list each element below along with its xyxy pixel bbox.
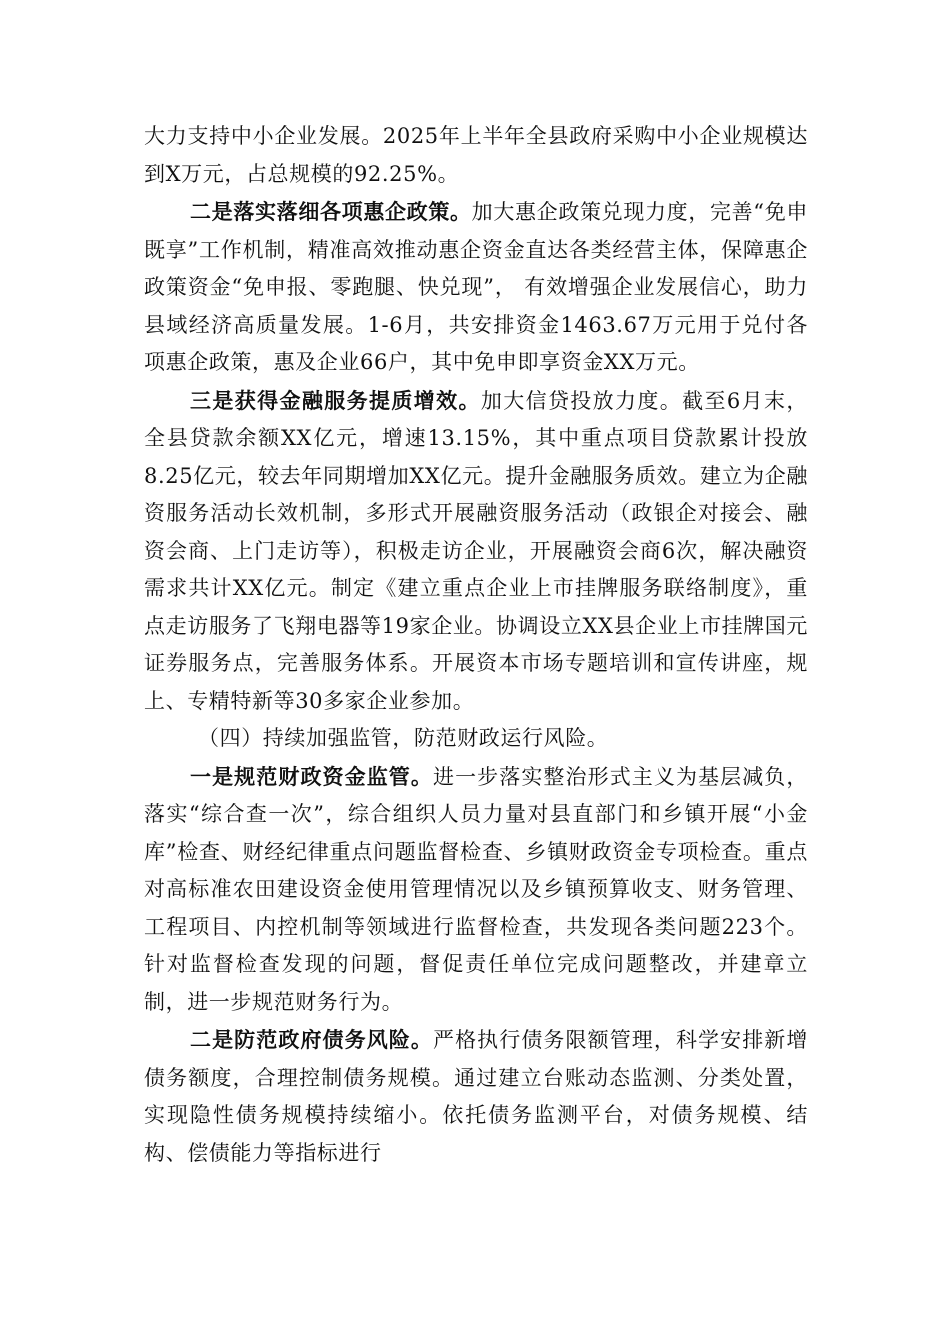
paragraph-policy [144, 193, 808, 382]
section-heading [144, 720, 808, 758]
paragraph-lead: 二是落实落细各项惠企政策。 [190, 199, 472, 224]
paragraph-lead: 一是规范财政资金监管。 [190, 763, 433, 789]
section-heading-text: （四）持续加强监管，防范财政运行风险。 [198, 726, 609, 750]
paragraph-text: 严格执行债务限额管理，科学安排新增债务额度，合理控制债务规模。通过建立台账动态监测、分类处置，实现隐性债务规模持续缩小。依托债务监测平台，对债务规模、结构、偿债能力等指标进行 [144, 1028, 808, 1165]
paragraph-supervision [144, 758, 808, 1022]
paragraph-debt [144, 1021, 808, 1172]
document-page [144, 118, 808, 1172]
paragraph-procurement [144, 118, 808, 193]
paragraph-text: 加大信贷投放力度。截至6月末，全县贷款余额XX亿元，增速13.15%，其中重点项目贷款累计投放8.25亿元，较去年同期增加XX亿元。提升金融服务质效。建立为企融资服务活动长效机制，多形式开展融资服务活动（政银企对接会、融资会商、上门走访等），积极走访企业，开展融资会商6次，解决融资需求共计XX亿元。制定《建立重点企业上市挂牌服务联络制度》，重点走访服务了飞翔电器等19家企业。协调设立XX县企业上市挂牌国元证券服务点，完善服务体系。开展资本市场专题培训和宣传讲座，规上、专精特新等30多家企业参加。 [144, 388, 808, 713]
paragraph-text: 大力支持中小企业发展。2025年上半年全县政府采购中小企业规模达到X万元，占总规模的92.25%。 [144, 124, 808, 186]
paragraph-lead: 二是防范政府债务风险。 [190, 1027, 433, 1052]
paragraph-text: 进一步落实整治形式主义为基层减负，落实“综合查一次”，综合组织人员力量对县直部门和乡镇开展“小金库”检查、财经纪律重点问题监督检查、乡镇财政资金专项检查。重点对高标准农田建设资金使用管理情况以及乡镇预算收支、财务管理、工程项目、内控机制等领域进行监督检查，共发现各类问题223个。针对监督检查发现的问题，督促责任单位完成问题整改，并建章立制，进一步规范财务行为。 [144, 764, 808, 1014]
paragraph-finance [144, 382, 808, 721]
paragraph-text: 加大惠企政策兑现力度，完善“免申既享”工作机制，精准高效推动惠企资金直达各类经营主体，保障惠企政策资金“免申报、零跑腿、快兑现”， 有效增强企业发展信心，助力县域经济高质量发展。1-6月，共安排资金1463.67万元用于兑付各项惠企政策，惠及企业66户，其中免申即享资金XX万元。 [144, 200, 808, 374]
paragraph-lead: 三是获得金融服务提质增效。 [190, 387, 481, 413]
